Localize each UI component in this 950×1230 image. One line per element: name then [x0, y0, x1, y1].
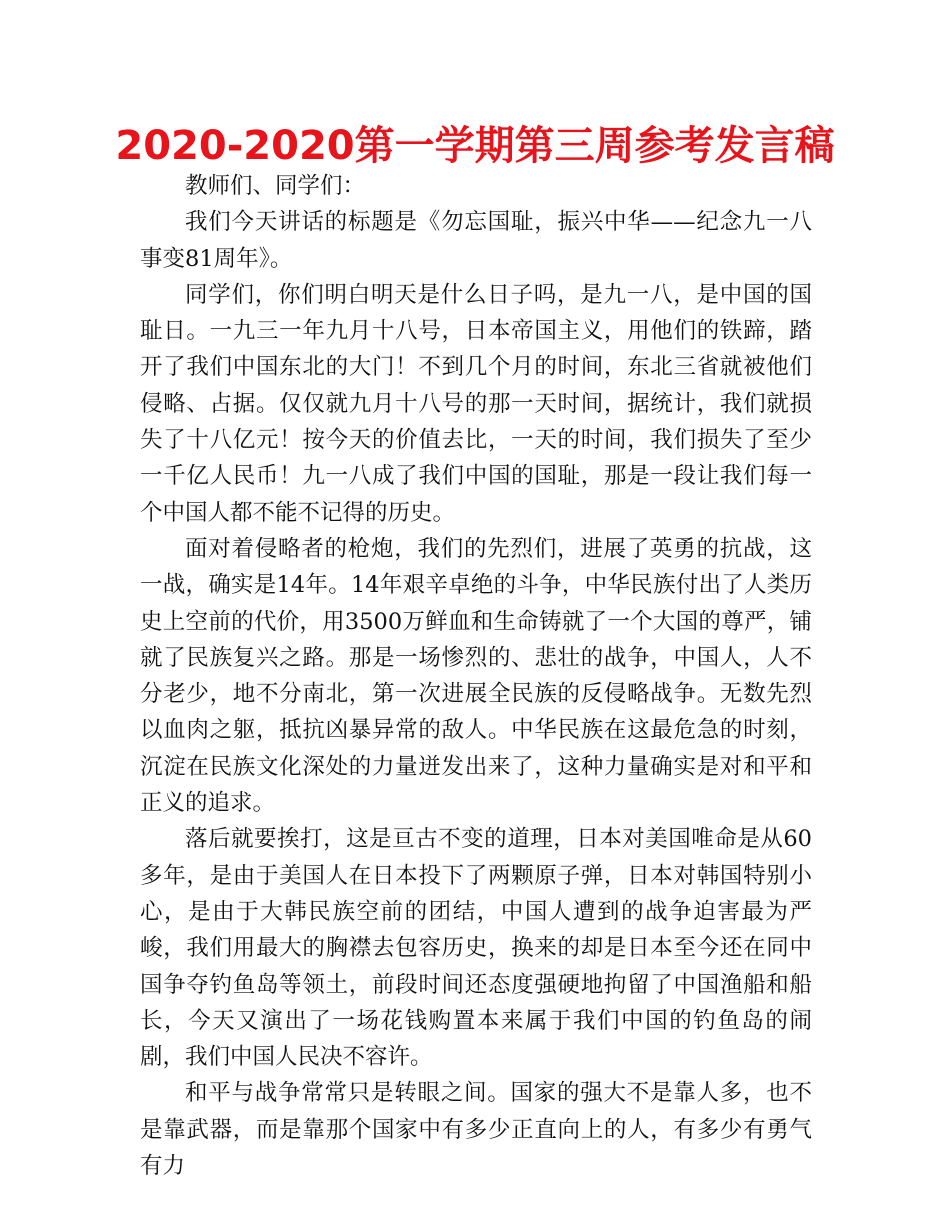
- paragraph-backwardness: 落后就要挨打，这是亘古不变的道理，日本对美国唯命是从60多年，是由于美国人在日本投下了两颗原子弹，日本对韩国特别小心，是由于大韩民族空前的团结，中国人遭到的战争迫害最为严峻，我们用最大的胸襟去包容历史，换来的却是日本至今还在同中国争夺钓鱼岛等领土，前段时间还态度强硬地拘留了中国渔船和船长，今天又演出了一场花钱购置本来属于我们中国的钓鱼岛的闹剧，我们中国人民决不容许。: [140, 826, 812, 1071]
- document-body: [140, 168, 812, 1184]
- paragraph-peace: 和平与战争常常只是转眼之间。国家的强大不是靠人多，也不是靠武器，而是靠那个国家中有多少正直向上的人，有多少有勇气有力: [140, 1080, 812, 1180]
- paragraph-history: 同学们，你们明白明天是什么日子吗，是九一八，是中国的国耻日。一九三一年九月十八号，日本帝国主义，用他们的铁蹄，踏开了我们中国东北的大门！不到几个月的时间，东北三省就被他们侵略、占据。仅仅就九月十八号的那一天时间，据统计，我们就损失了十八亿元！按今天的价值去比，一天的时间，我们损失了至少一千亿人民币！九一八成了我们中国的国耻，那是一段让我们每一个中国人都不能不记得的历史。: [140, 281, 812, 526]
- paragraph-resistance: 面对着侵略者的枪炮，我们的先烈们，进展了英勇的抗战，这一战，确实是14年。14年艰辛卓绝的斗争，中华民族付出了人类历史上空前的代价，用3500万鲜血和生命铸就了一个大国的尊严，铺就了民族复兴之路。那是一场惨烈的、悲壮的战争，中国人，人不分老少，地不分南北，第一次进展全民族的反侵略战争。无数先烈以血肉之躯，抵抗凶暴异常的敌人。中华民族在这最危急的时刻，沉淀在民族文化深处的力量迸发出来了，这种力量确实是对和平和正义的追求。: [140, 535, 812, 817]
- paragraph-salutation: 教师们、同学们：: [185, 173, 366, 199]
- document-title: 2020-2020第一学期第三周参考发言稿: [115, 123, 835, 169]
- paragraph-topic: 我们今天讲话的标题是《勿忘国耻，振兴中华——纪念九一八事变81周年》。: [140, 209, 812, 272]
